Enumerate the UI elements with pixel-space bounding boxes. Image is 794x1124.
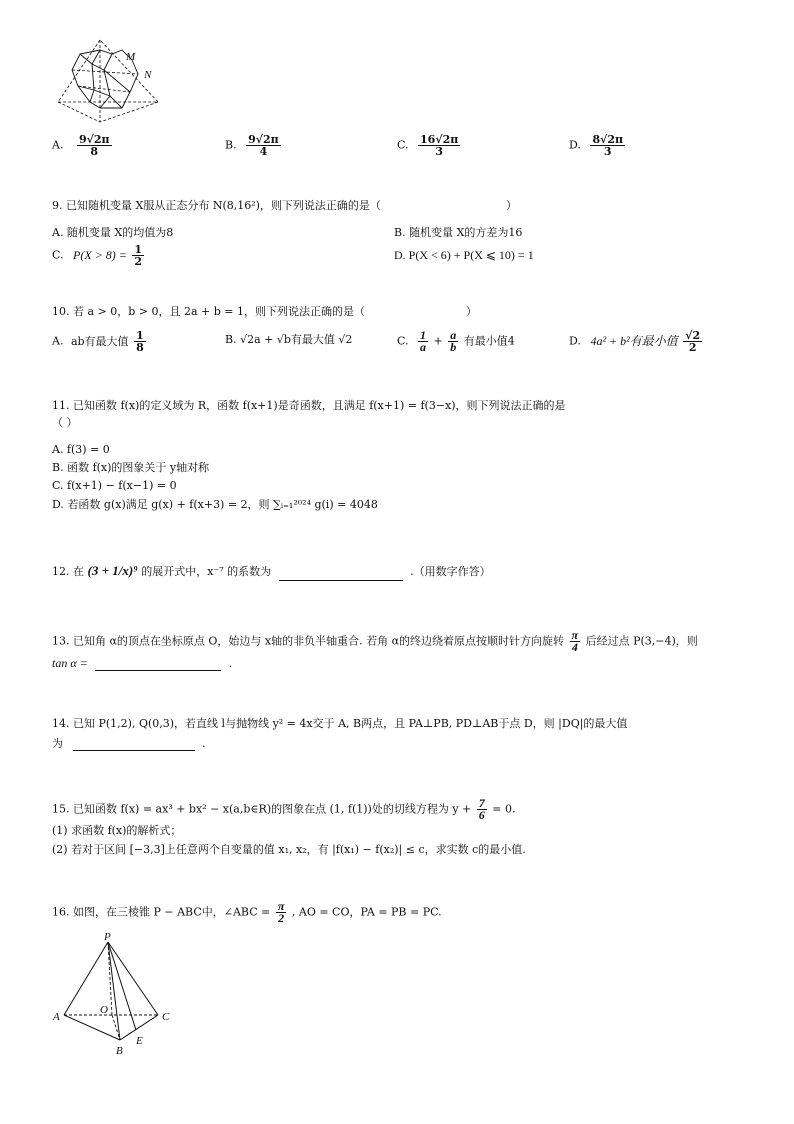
label-C: C — [162, 1011, 170, 1023]
q10-option-c[interactable]: C. $\frac{1}{a}$ + $\frac{a}{b}$ 有最小值4 — [397, 328, 515, 354]
q16-line1: 16. 如图，在三棱锥 P − ABC中，∠ABC = $\frac{\pi}{2}$ , AO = CO，PA = PB = PC. — [52, 899, 442, 925]
q9-option-a[interactable]: A. 随机变量 X的均值为8 — [52, 226, 174, 239]
q8-option-a[interactable]: A. $\frac{9√2\pi}{8}$ — [52, 133, 110, 158]
q8-option-d[interactable]: D. $\frac{8√2\pi}{3}$ — [569, 133, 624, 158]
q14-line2: 为 . — [52, 737, 206, 750]
polyhedron-figure — [50, 36, 170, 122]
label-N: N — [144, 69, 152, 81]
q8-option-c[interactable]: C. $\frac{16√2\pi}{3}$ — [397, 133, 459, 158]
q11-option-d[interactable]: D. 若函数 g(x)满足 g(x) + f(x+3) = 2，则 ∑ᵢ₌₁²⁰²⁴ g(i) = 4048 — [52, 498, 378, 511]
q9-option-b[interactable]: B. 随机变量 X的方差为16 — [394, 226, 523, 239]
q11-option-a[interactable]: A. f(3) = 0 — [52, 443, 110, 456]
label-B: B — [116, 1045, 123, 1057]
q15-line1: 15. 已知函数 f(x) = ax³ + bx² − x(a,b∈R)的图象在点 (1, f(1))处的切线方程为 y + $\frac{7}{6}$ = 0. — [52, 796, 516, 822]
label-A: A — [53, 1011, 60, 1023]
q15-part1: (1) 求函数 f(x)的解析式； — [52, 824, 182, 837]
q9-paren-close: ） — [506, 199, 517, 212]
q8-option-b[interactable]: B. $\frac{9√2\pi}{4}$ — [225, 133, 279, 158]
q9-option-d[interactable]: D. P(X < 6) + P(X ⩽ 10) = 1 — [394, 248, 534, 262]
q12-answer-blank[interactable] — [279, 580, 403, 581]
q11-option-b[interactable]: B. 函数 f(x)的图象关于 y轴对称 — [52, 461, 210, 474]
q11-option-c[interactable]: C. f(x+1) − f(x−1) = 0 — [52, 479, 177, 492]
q10-paren-close: ） — [466, 305, 477, 318]
q10-option-a[interactable]: A. ab有最大值 $\frac{1}{8}$ — [52, 329, 144, 354]
q13-answer-blank[interactable] — [95, 670, 221, 671]
label-E: E — [136, 1035, 143, 1047]
q14-line1: 14. 已知 P(1,2), Q(0,3)，若直线 l与抛物线 y² = 4x交于 A, B两点，且 PA⊥PB, PD⊥AB于点 D，则 |DQ|的最大值 — [52, 717, 628, 730]
label-P: P — [104, 931, 111, 943]
q11-stem: 11. 已知函数 f(x)的定义域为 R，函数 f(x+1)是奇函数，且满足 f(x+1) = f(3−x)，则下列说法正确的是 — [52, 399, 566, 412]
tetrahedron-figure — [50, 930, 180, 1062]
q9-stem: 9. 已知随机变量 X服从正态分布 N(8,16²)，则下列说法正确的是（ — [52, 199, 381, 212]
label-O: O — [100, 1004, 108, 1016]
label-M: M — [126, 51, 136, 63]
q11-paren: （ ） — [52, 416, 78, 429]
q12-stem: 12. 在 (3 + 1/x)⁹ 的展开式中，x⁻⁷ 的系数为 .（用数字作答） — [52, 562, 491, 581]
q14-answer-blank[interactable] — [73, 750, 195, 751]
q10-option-d[interactable]: D. 4a² + b²有最小值 $\frac{√2}{2}$ — [569, 329, 701, 354]
q10-option-b[interactable]: B. √2a + √b有最大值 √2 — [225, 333, 353, 346]
q15-part2: (2) 若对于区间 [−3,3]上任意两个自变量的值 x₁, x₂，有 |f(x₁) − f(x₂)| ≤ c，求实数 c的最小值. — [52, 843, 526, 856]
q9-option-c[interactable]: C. P(X > 8) = $\frac{1}{2}$ — [52, 243, 143, 268]
q10-stem: 10. 若 a > 0，b > 0，且 2a + b = 1，则下列说法正确的是（ — [52, 305, 366, 318]
q13-line2: tan α = . — [52, 656, 233, 670]
q13-line1: 13. 已知角 α的顶点在坐标原点 O，始边与 x轴的非负半轴重合. 若角 α的终边绕着原点按顺时针方向旋转 $\frac{\pi}{4}$ 后经过点 P(3,−4)，则 — [52, 628, 698, 654]
